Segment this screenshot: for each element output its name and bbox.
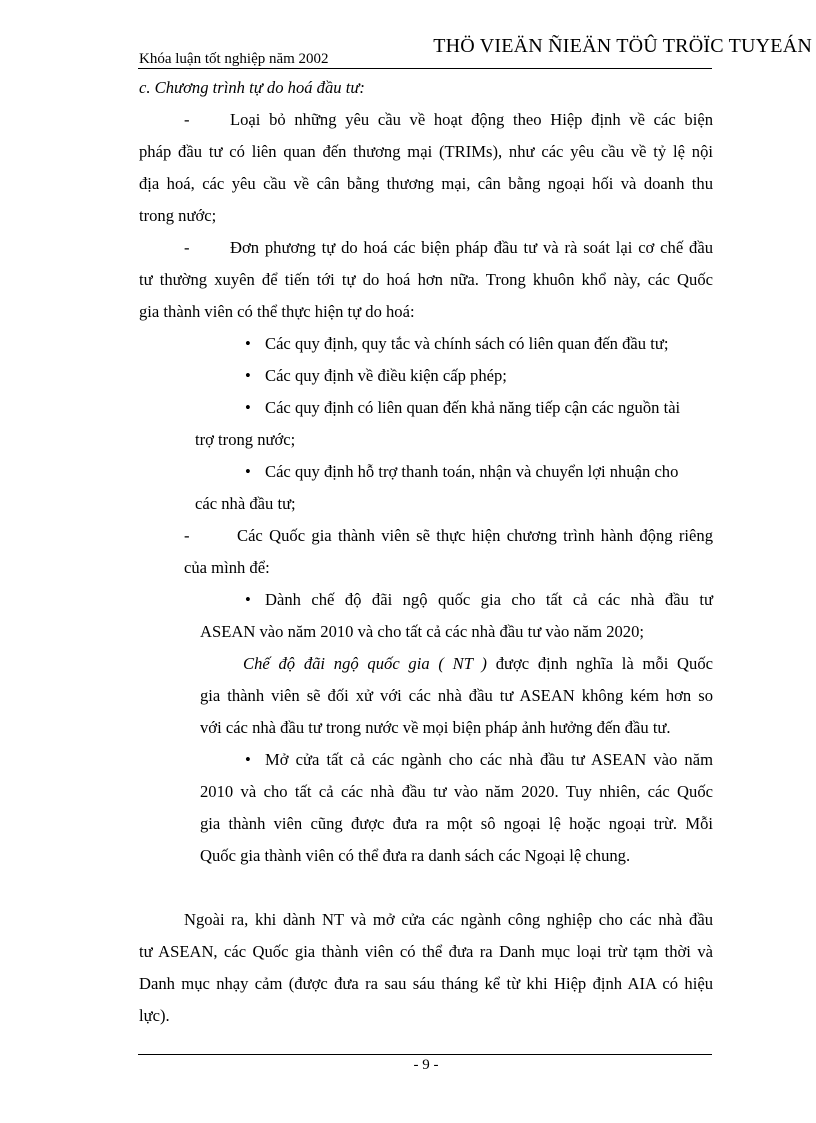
- bullet-item: [245, 398, 713, 418]
- bullet-continuation: 2010 và cho tất cả các nhà đầu tư vào năm 2020. Tuy nhiên, các Quốc: [200, 782, 713, 801]
- page-number: - 9 -: [413, 1057, 439, 1073]
- header-right-text: THÖ VIEÄN ÑIEÄN TÖÛ TRÖÏC TUYEÁN: [433, 35, 812, 57]
- bullet-continuation: trợ trong nước;: [195, 430, 296, 449]
- bullet-icon: •: [245, 398, 251, 417]
- paragraph-line: pháp đầu tư có liên quan đến thương mại (TRIMs), như các yêu cầu về tỷ lệ nội: [139, 142, 713, 161]
- definition-text: được định nghĩa là mỗi Quốc: [486, 654, 713, 673]
- bullet-icon: •: [245, 462, 251, 481]
- header-left-text: Khóa luận tốt nghiệp năm 2002: [139, 51, 329, 67]
- bullet-continuation: gia thành viên cũng được đưa ra một sô ngoại lệ hoặc ngoại trừ. Mỗi: [200, 814, 713, 833]
- dash-marker: -: [184, 526, 190, 545]
- bullet-item: [245, 334, 668, 354]
- bullet-text: Các quy định, quy tắc và chính sách có liên quan đến đầu tư;: [265, 334, 669, 353]
- paragraph-line: Ngoài ra, khi dành NT và mở cửa các ngành công nghiệp cho các nhà đầu: [184, 910, 713, 929]
- bullet-item: [245, 590, 713, 610]
- definition-line: [243, 654, 713, 674]
- paragraph-line: gia thành viên có thể thực hiện tự do hoá:: [139, 302, 415, 321]
- bullet-item: [245, 366, 507, 386]
- dash-marker: -: [184, 110, 190, 129]
- paragraph-line: của mình để:: [184, 558, 270, 577]
- paragraph-line: trong nước;: [139, 206, 217, 225]
- bullet-icon: •: [245, 590, 251, 609]
- paragraph-line: tư ASEAN, các Quốc gia thành viên có thể đưa ra Danh mục loại trừ tạm thời và: [139, 942, 713, 961]
- paragraph-line: tư thường xuyên để tiến tới tự do hoá hơn nữa. Trong khuôn khổ này, các Quốc: [139, 270, 713, 289]
- definition-term: Chế độ đãi ngộ quốc gia ( NT ): [243, 654, 487, 673]
- bullet-continuation: các nhà đầu tư;: [195, 494, 296, 513]
- bullet-item: [245, 462, 713, 482]
- paragraph-line: Đơn phương tự do hoá các biện pháp đầu tư và rà soát lại cơ chế đầu: [230, 238, 713, 257]
- bullet-icon: •: [245, 334, 251, 353]
- bullet-text: Các quy định hỗ trợ thanh toán, nhận và chuyển lợi nhuận cho: [265, 462, 679, 481]
- dash-marker: -: [184, 238, 190, 257]
- bullet-text: Các quy định về điều kiện cấp phép;: [265, 366, 507, 385]
- paragraph-line: Các Quốc gia thành viên sẽ thực hiện chương trình hành động riêng: [237, 526, 713, 545]
- definition-line: gia thành viên sẽ đối xử với các nhà đầu tư ASEAN không kém hơn so: [200, 686, 713, 705]
- bullet-text: Các quy định có liên quan đến khả năng tiếp cận các nguồn tài: [265, 398, 681, 417]
- bullet-text: Mở cửa tất cả các ngành cho các nhà đầu tư ASEAN vào năm: [265, 750, 713, 769]
- bullet-item: [245, 750, 713, 770]
- paragraph-line: địa hoá, các yêu cầu về cân bằng thương mại, cân bằng ngoại hối và doanh thu: [139, 174, 713, 193]
- definition-line: với các nhà đầu tư trong nước về mọi biện pháp ảnh hưởng đến đầu tư.: [200, 718, 671, 737]
- paragraph-line: Loại bỏ những yêu cầu về hoạt động theo Hiệp định về các biện: [230, 110, 713, 129]
- header-rule: [138, 68, 712, 69]
- paragraph-line: Danh mục nhạy cảm (được đưa ra sau sáu tháng kể từ khi Hiệp định AIA có hiệu: [139, 974, 713, 993]
- bullet-continuation: ASEAN vào năm 2010 và cho tất cả các nhà đầu tư vào năm 2020;: [200, 622, 644, 641]
- footer-rule: [138, 1054, 712, 1055]
- section-title: c. Chương trình tự do hoá đầu tư:: [139, 78, 365, 97]
- bullet-text: Dành chế độ đãi ngộ quốc gia cho tất cả các nhà đầu tư: [265, 590, 713, 609]
- paragraph-line: lực).: [139, 1006, 170, 1025]
- bullet-continuation: Quốc gia thành viên có thể đưa ra danh sách các Ngoại lệ chung.: [200, 846, 631, 865]
- bullet-icon: •: [245, 366, 251, 385]
- bullet-icon: •: [245, 750, 251, 769]
